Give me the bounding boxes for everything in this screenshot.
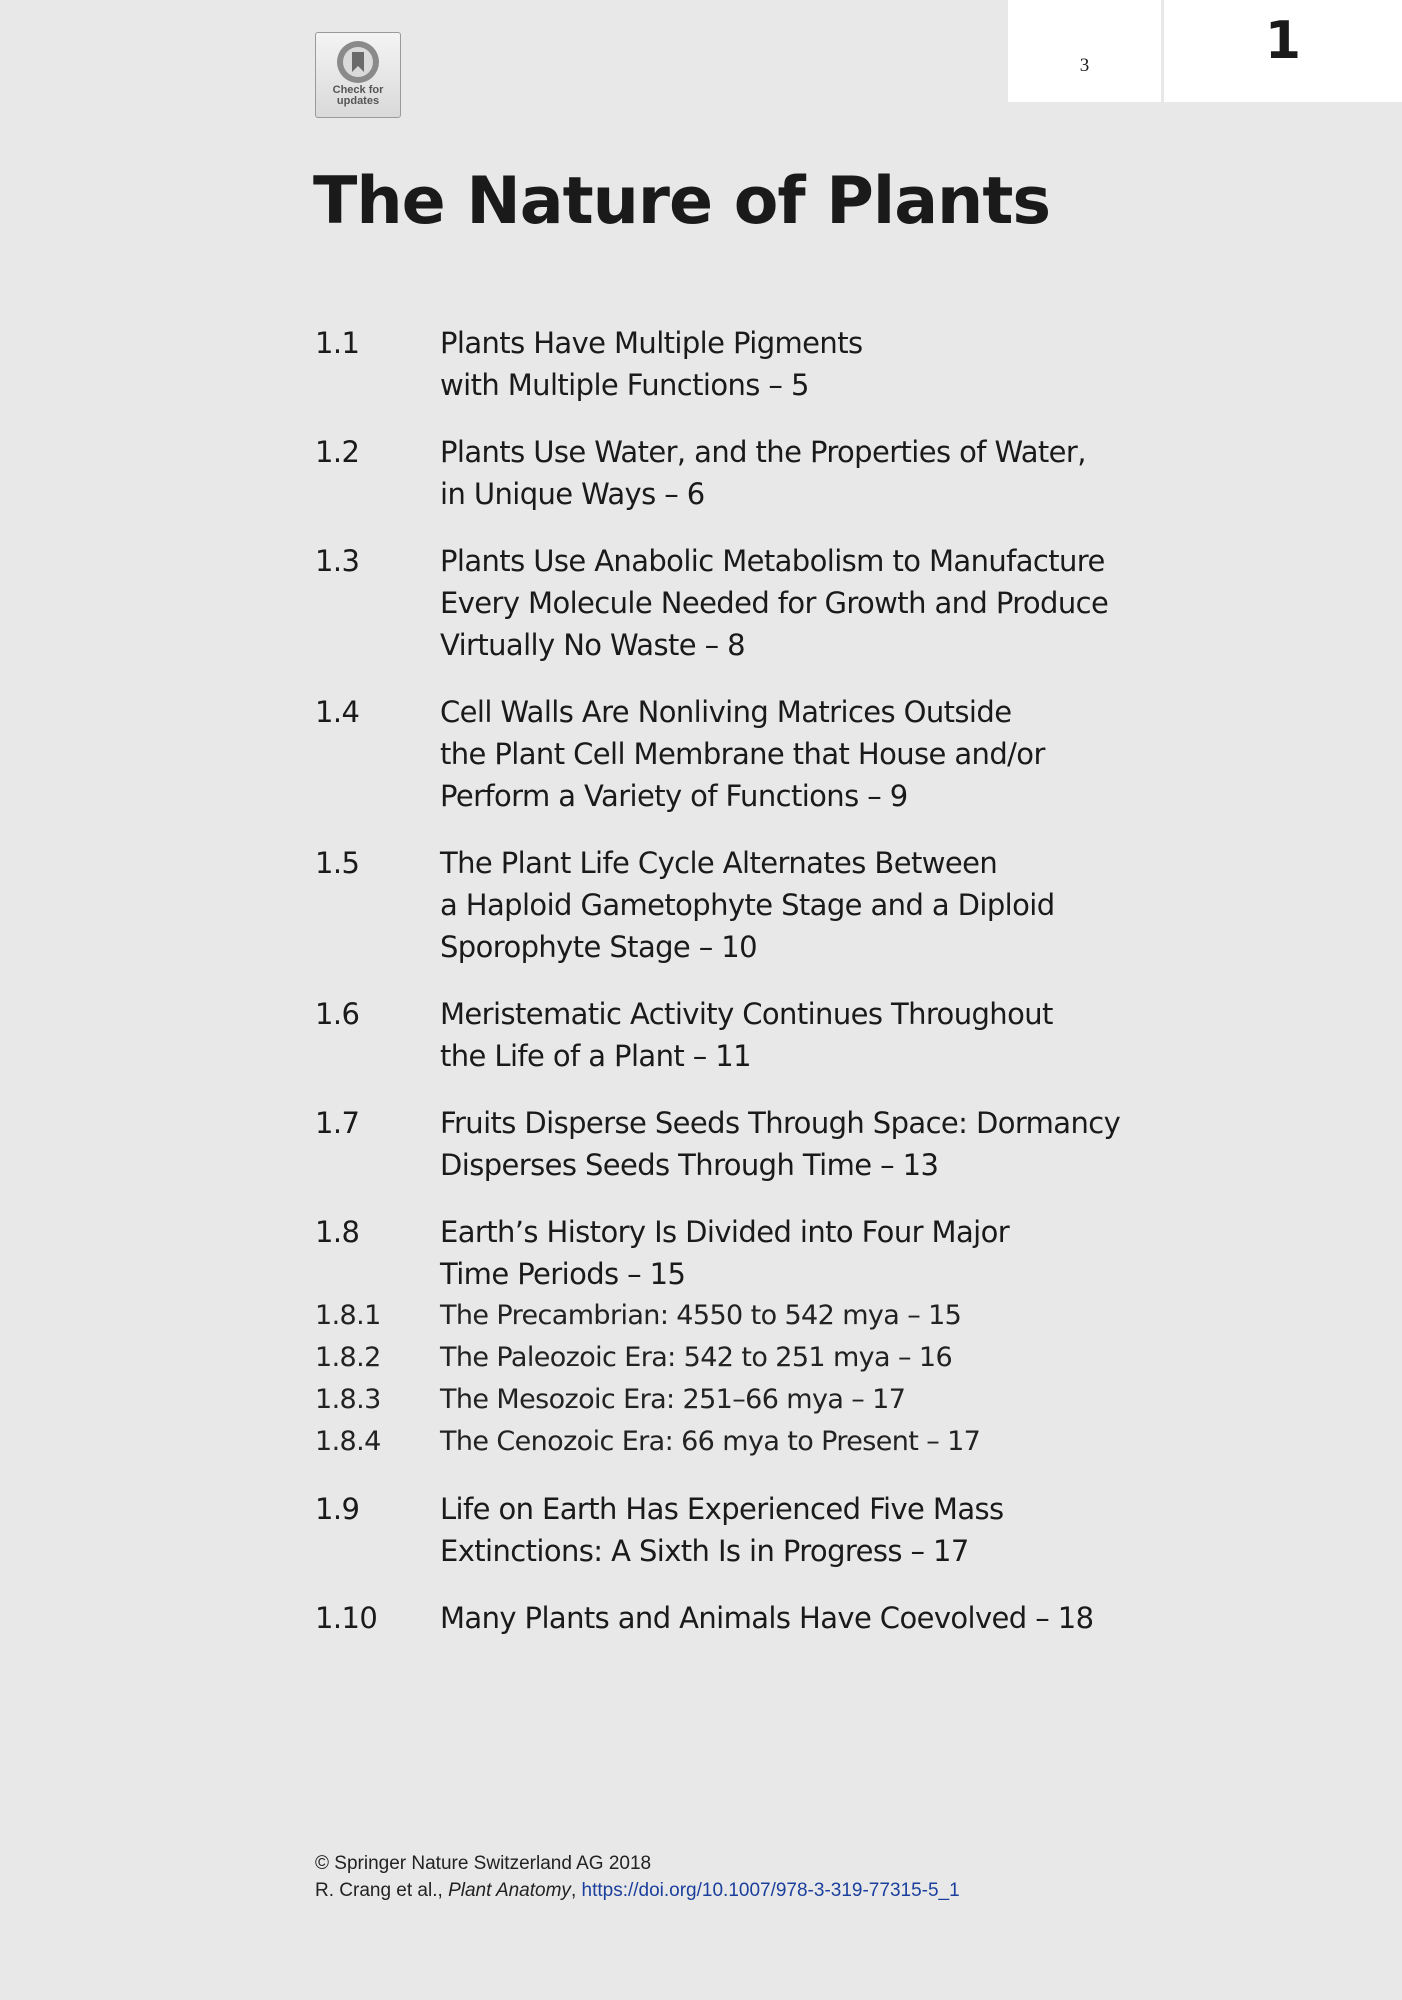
chapter-number-box	[1164, 0, 1402, 102]
toc-entry-1-5[interactable]	[315, 842, 1375, 968]
toc-entry-1-6[interactable]	[315, 993, 1375, 1077]
toc-subentry-title: The Paleozoic Era: 542 to 251 mya – 16	[440, 1342, 953, 1373]
toc-subentry-number: 1.8.1	[315, 1300, 381, 1331]
toc-subentry-number: 1.8.4	[315, 1426, 381, 1457]
check-for-updates-badge[interactable]	[315, 32, 401, 118]
check-for-updates-label: Check for updates	[332, 84, 384, 107]
toc-entry-title: Cell Walls Are Nonliving Matrices Outside the Plant Cell Membrane that House and/or Perform a Variety of Functions – 9	[440, 695, 1045, 813]
page-number: 3	[1079, 55, 1090, 76]
toc-subentry-1-8-1[interactable]	[315, 1295, 1375, 1337]
table-of-contents	[315, 322, 1375, 1664]
toc-entry-title: Life on Earth Has Experienced Five Mass Extinctions: A Sixth Is in Progress – 17	[440, 1492, 1004, 1568]
check-for-updates-icon	[335, 39, 381, 85]
toc-entry-number: 1.7	[315, 1106, 360, 1140]
citation-authors: R. Crang et al.,	[315, 1880, 449, 1901]
toc-entry-1-9[interactable]	[315, 1488, 1375, 1572]
chapter-title: The Nature of Plants	[313, 164, 1051, 239]
toc-entry-title: Plants Use Anabolic Metabolism to Manufacture Every Molecule Needed for Growth and Produce Virtually No Waste – 8	[440, 544, 1109, 662]
toc-entry-title: The Plant Life Cycle Alternates Between a Haploid Gametophyte Stage and a Diploid Sporophyte Stage – 10	[440, 846, 1055, 964]
toc-subentry-1-8-3[interactable]	[315, 1379, 1375, 1421]
toc-entry-number: 1.8	[315, 1215, 360, 1249]
toc-entry-number: 1.3	[315, 544, 360, 578]
toc-entry-title: Plants Have Multiple Pigments with Multiple Functions – 5	[440, 326, 863, 402]
toc-entry-title: Plants Use Water, and the Properties of Water, in Unique Ways – 6	[440, 435, 1086, 511]
toc-entry-1-1[interactable]	[315, 322, 1375, 406]
toc-entry-number: 1.1	[315, 326, 360, 360]
doi-link[interactable]: https://doi.org/10.1007/978-3-319-77315-5_1	[581, 1880, 960, 1901]
chapter-number: 1	[1264, 11, 1302, 71]
toc-entry-1-10[interactable]	[315, 1597, 1375, 1639]
toc-entry-1-2[interactable]	[315, 431, 1375, 515]
toc-entry-number: 1.4	[315, 695, 360, 729]
toc-entry-title: Meristematic Activity Continues Throughout the Life of a Plant – 11	[440, 997, 1053, 1073]
toc-entry-number: 1.2	[315, 435, 360, 469]
citation-line	[315, 1877, 960, 1904]
toc-entry-number: 1.10	[315, 1601, 378, 1635]
toc-entry-1-7[interactable]	[315, 1102, 1375, 1186]
page-number-box	[1008, 0, 1161, 102]
toc-entry-title: Earth’s History Is Divided into Four Major Time Periods – 15	[440, 1215, 1010, 1291]
toc-entry-title: Many Plants and Animals Have Coevolved – 18	[440, 1601, 1094, 1635]
toc-subentries	[315, 1295, 1375, 1463]
toc-entry-number: 1.5	[315, 846, 360, 880]
citation-separator: ,	[570, 1880, 582, 1901]
toc-subentry-title: The Mesozoic Era: 251–66 mya – 17	[440, 1384, 906, 1415]
toc-entry-number: 1.6	[315, 997, 360, 1031]
toc-subentry-title: The Precambrian: 4550 to 542 mya – 15	[440, 1300, 962, 1331]
toc-entry-1-8[interactable]	[315, 1211, 1375, 1295]
toc-subentry-1-8-4[interactable]	[315, 1421, 1375, 1463]
toc-entry-1-3[interactable]	[315, 540, 1375, 666]
citation-book-title: Plant Anatomy	[448, 1880, 571, 1901]
copyright-line: © Springer Nature Switzerland AG 2018	[315, 1853, 652, 1874]
toc-subentry-title: The Cenozoic Era: 66 mya to Present – 17	[440, 1426, 981, 1457]
toc-subentry-1-8-2[interactable]	[315, 1337, 1375, 1379]
toc-subentry-number: 1.8.2	[315, 1342, 381, 1373]
footer	[315, 1850, 960, 1904]
toc-entry-1-4[interactable]	[315, 691, 1375, 817]
toc-subentry-number: 1.8.3	[315, 1384, 381, 1415]
toc-entry-number: 1.9	[315, 1492, 360, 1526]
toc-entry-title: Fruits Disperse Seeds Through Space: Dormancy Disperses Seeds Through Time – 13	[440, 1106, 1121, 1182]
